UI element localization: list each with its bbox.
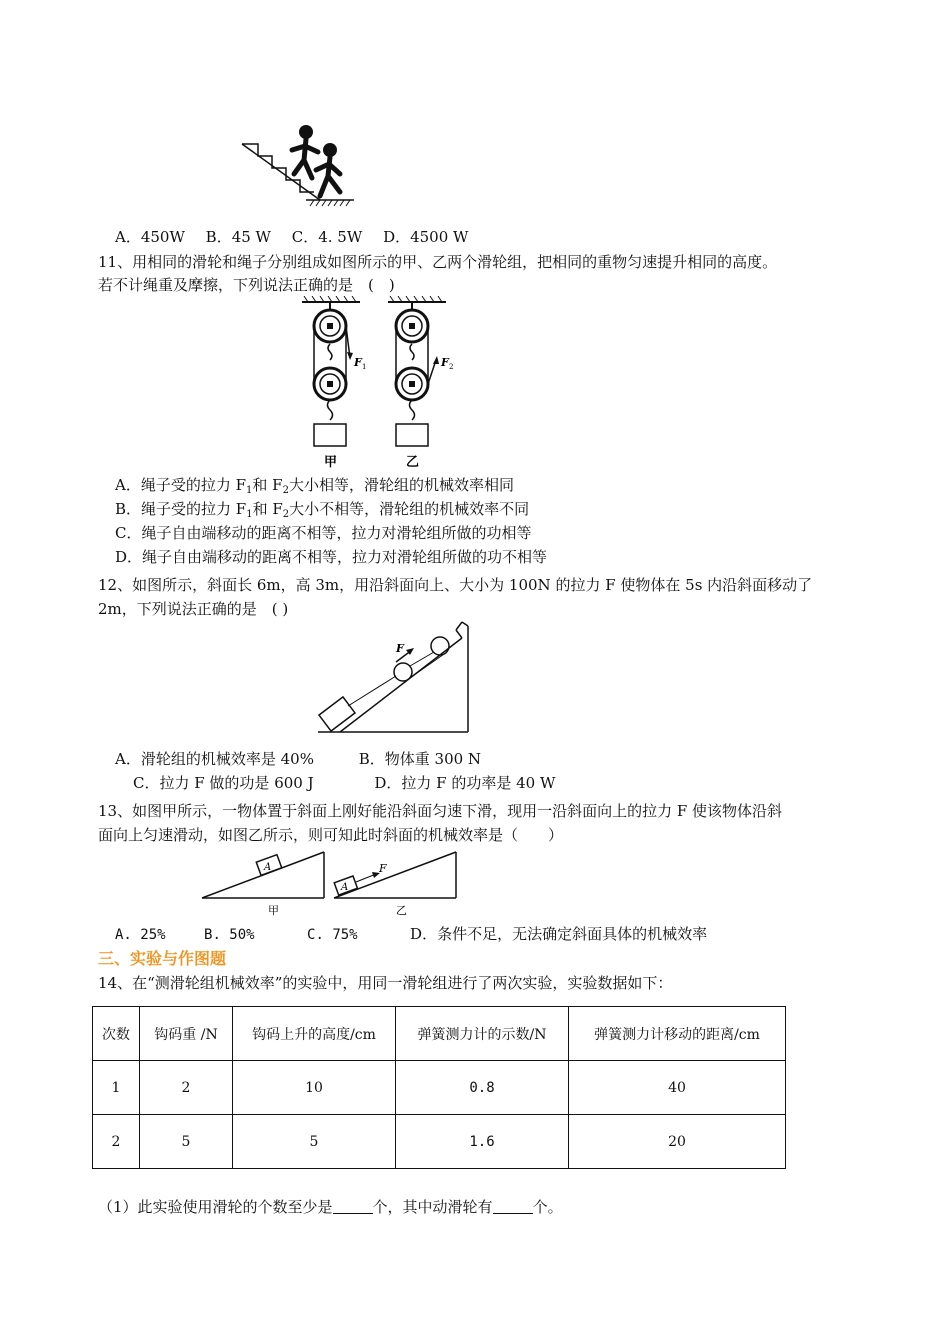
q12-stem-line1: 12、如图所示，斜面长 6m，高 3m，用沿斜面向上、大小为 100N 的拉力 F 使物体在 5s 内沿斜面移动了	[98, 576, 813, 594]
q13-option-a: A. 25%	[115, 927, 166, 943]
table-cell: 10	[233, 1061, 396, 1115]
q10-option-d: D．4500 W	[383, 228, 469, 246]
q11-force-sub-left: 1	[362, 363, 367, 371]
q11-stem-line1: 11、用相同的滑轮和绳子分别组成如图所示的甲、乙两个滑轮组，把相同的重物匀速提升相同的高度。	[98, 253, 778, 271]
table-header-cell: 弹簧测力计的示数/N	[396, 1007, 569, 1061]
q12-option-c: C．拉力 F 做的功是 600 J	[133, 774, 314, 792]
subscript: 2	[282, 509, 290, 520]
q12-options-row2	[133, 772, 555, 794]
table-cell: 2	[140, 1061, 233, 1115]
subscript: 2	[282, 485, 289, 496]
q12-force-label: F	[396, 642, 404, 655]
answer-blank[interactable]	[493, 1199, 533, 1214]
q13-option-c: C. 75%	[307, 927, 358, 943]
table-cell: 0.8	[396, 1061, 569, 1115]
q12-option-b: B．物体重 300 N	[358, 750, 482, 768]
q13-force-label: F	[379, 862, 387, 875]
table-header-cell: 钩码重 /N	[140, 1007, 233, 1061]
table-cell: 5	[140, 1115, 233, 1169]
table-row	[93, 1115, 786, 1169]
q11-option-a-text: 和 F	[252, 476, 283, 494]
table-header-cell: 钩码上升的高度/cm	[233, 1007, 396, 1061]
section-heading: 三、实验与作图题	[98, 949, 227, 968]
q11-force-sub-right: 2	[449, 363, 454, 371]
table-header-row	[93, 1007, 786, 1061]
q11-option-b-text: 大小不相等，滑轮组的机械效率不同	[289, 500, 530, 518]
answer-blank[interactable]	[333, 1199, 373, 1214]
q11-force-label-right: F	[441, 356, 449, 369]
q11-label-jia: 甲	[324, 455, 338, 470]
q13-block-label-left: A	[264, 862, 272, 873]
q11-option-a-text: 大小相等，滑轮组的机械效率相同	[288, 476, 514, 494]
table-header-cell: 弹簧测力计移动的距离/cm	[569, 1007, 786, 1061]
q10-option-a: A．450W	[115, 228, 185, 246]
q11-option-a-text: A．绳子受的拉力 F	[115, 476, 247, 494]
q13-label-yi: 乙	[396, 904, 407, 917]
q14-part1-text: （1）此实验使用滑轮的个数至少是	[98, 1198, 333, 1216]
q10-options	[115, 226, 468, 248]
q13-options	[115, 923, 707, 946]
q10-option-c: C．4. 5W	[291, 228, 363, 246]
q13-stem-line2: 面向上匀速滑动，如图乙所示，则可知此时斜面的机械效率是（ ）	[98, 826, 564, 844]
q13-label-jia: 甲	[268, 904, 279, 917]
pulley-systems-figure	[296, 296, 466, 470]
table-cell: 20	[569, 1115, 786, 1169]
table-row	[93, 1061, 786, 1115]
table-cell: 5	[233, 1115, 396, 1169]
q14-part1	[98, 1196, 563, 1218]
experiment-data-table	[92, 1006, 786, 1169]
q13-option-d: D．条件不足，无法确定斜面具体的机械效率	[410, 925, 708, 943]
table-cell: 2	[93, 1115, 140, 1169]
q11-stem-line2: 若不计绳重及摩擦，下列说法正确的是 ( )	[98, 276, 395, 294]
table-cell: 1	[93, 1061, 140, 1115]
q14-part1-text: 个。	[532, 1198, 563, 1216]
q12-option-a: A．滑轮组的机械效率是 40%	[115, 750, 314, 768]
stairs-runner-figure	[236, 118, 356, 213]
q10-option-b: B．45 W	[205, 228, 271, 246]
q11-force-label-left: F	[354, 356, 362, 369]
incline-block-figure	[196, 846, 466, 918]
q13-option-b: B. 50%	[204, 927, 255, 943]
table-cell: 1.6	[396, 1115, 569, 1169]
q11-option-c: C．绳子自由端移动的距离不相等，拉力对滑轮组所做的功相等	[115, 524, 532, 542]
table-cell: 40	[569, 1061, 786, 1115]
q12-options-row1	[115, 748, 481, 770]
q12-stem-line2: 2m，下列说法正确的是 ( )	[98, 600, 289, 618]
q13-stem-line1: 13、如图甲所示，一物体置于斜面上刚好能沿斜面匀速下滑，现用一沿斜面向上的拉力 F 使该物体沿斜	[98, 802, 783, 820]
subscript: 1	[246, 485, 253, 496]
q11-label-yi: 乙	[406, 455, 420, 470]
q13-block-label-right: A	[341, 882, 349, 893]
subscript: 1	[246, 509, 253, 520]
q11-option-d: D．绳子自由端移动的距离不相等，拉力对滑轮组所做的功不相等	[115, 548, 548, 566]
q11-option-b-text: 和 F	[252, 500, 283, 518]
q11-option-b-text: B．绳子受的拉力 F	[115, 500, 247, 518]
q12-option-d: D．拉力 F 的功率是 40 W	[374, 774, 556, 792]
table-header-cell: 次数	[93, 1007, 140, 1061]
q14-part1-text: 个，其中动滑轮有	[372, 1198, 493, 1216]
q14-stem: 14、在“测滑轮组机械效率”的实验中，用同一滑轮组进行了两次实验，实验数据如下：	[98, 974, 673, 992]
incline-pulley-figure	[316, 618, 476, 738]
